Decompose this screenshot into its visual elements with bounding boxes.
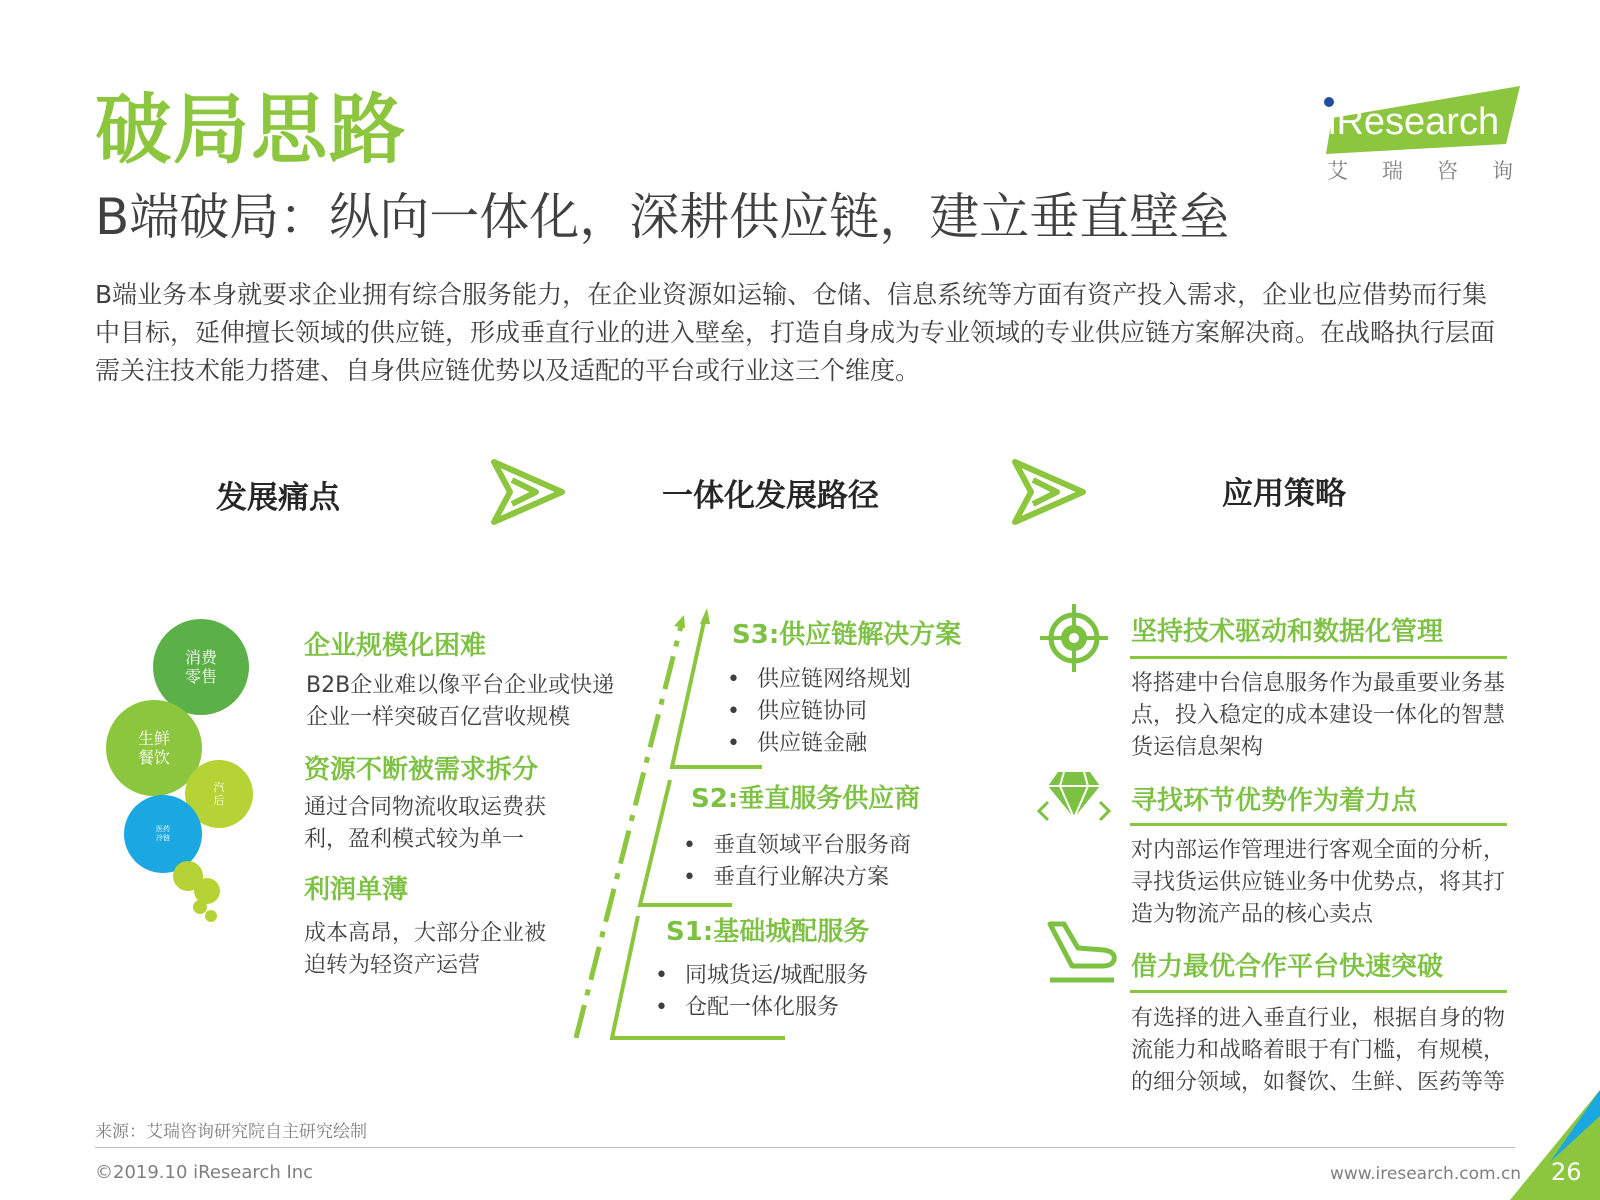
list-item: • 供应链金融: [727, 728, 911, 760]
divider: [1130, 656, 1507, 659]
list-item: • 供应链协同: [727, 696, 911, 728]
pain-point-title: 资源不断被需求拆分: [304, 755, 539, 785]
pain-point-body: 成本高昂，大部分企业被迫转为轻资产运营: [304, 921, 547, 978]
bubble-label: 消费零售: [184, 648, 217, 686]
bubble-label: 汽后: [213, 781, 225, 807]
strategy-title: 坚持技术驱动和数据化管理: [1131, 617, 1444, 647]
strategy-body: 将搭建中台信息服务作为最重要业务基点，投入稳定的成本建设一体化的智慧货运信息架构: [1131, 671, 1506, 760]
footer-divider: [95, 1147, 1515, 1148]
pain-point-body: B2B企业难以像平台企业或快递企业一样突破百亿营收规模: [306, 673, 615, 730]
list-item: • 垂直领域平台服务商: [683, 830, 911, 862]
divider: [1130, 990, 1507, 993]
s1-title: S1:基础城配服务: [666, 917, 870, 947]
strategy-title: 借力最优合作平台快速突破: [1131, 952, 1444, 982]
logo-chinese-name: 艾瑞咨询: [1327, 159, 1547, 183]
s3-items: [727, 664, 911, 760]
pain-point-body: 通过合同物流收取运费获利，盈利模式较为单一: [304, 795, 547, 852]
list-item: • 垂直行业解决方案: [683, 862, 911, 894]
page-subtitle: B端破局：纵向一体化，深耕供应链，建立垂直壁垒: [95, 188, 1230, 246]
page-title: 破局思路: [95, 85, 407, 174]
intro-paragraph: B端业务本身就要求企业拥有综合服务能力，在企业资源如运输、仓储、信息系统等方面有资产投入需求，企业也应借势而行集中目标，延伸擅长领域的供应链，形成垂直行业的进入壁垒，打造自身成为专业领域的专业供应链方案解决商。在战略执行层面需关注技术能力搭建、自身供应链优势以及适配的平台或行业这三个维度。: [95, 280, 1496, 385]
decorative-bubble: [205, 910, 217, 922]
website-url: www.iresearch.com.cn: [1330, 1164, 1522, 1184]
list-item: • 同城货运/城配服务: [655, 960, 868, 992]
column-header-integration-path: 一体化发展路径: [662, 478, 879, 514]
dashed-arrowhead: [674, 615, 685, 628]
s1-items: [655, 960, 868, 1024]
bubble-label: 生鲜餐饮: [137, 729, 170, 767]
source-note: 来源：艾瑞咨询研究院自主研究绘制: [95, 1122, 367, 1142]
strategy-body: 有选择的进入垂直行业，根据自身的物流能力和战略着眼于有门槛，有规模，的细分领域，如餐饮、生鲜、医药等等: [1131, 1006, 1506, 1095]
pain-point-title: 企业规模化困难: [304, 631, 487, 661]
s3-arrowhead: [700, 608, 710, 624]
copyright: ©2019.10 iResearch Inc: [95, 1162, 314, 1183]
strategy-body: 对内部运作管理进行客观全面的分析，寻找货运供应链业务中优势点，将其打造为物流产品的核心卖点: [1131, 838, 1506, 927]
chevron-right-icon: [1009, 456, 1089, 528]
strategy-title: 寻找环节优势作为着力点: [1131, 786, 1418, 816]
bubble-label: 医药冷链: [156, 825, 170, 842]
list-item: • 供应链网络规划: [727, 664, 911, 696]
s2-title: S2:垂直服务供应商: [691, 784, 921, 814]
divider: [1130, 823, 1507, 826]
pain-point-title: 利润单薄: [304, 875, 409, 905]
page-number: 26: [1551, 1158, 1582, 1186]
list-item: • 仓配一体化服务: [655, 992, 868, 1024]
s3-title: S3:供应链解决方案: [732, 620, 962, 650]
bubble-consumer-retail: [153, 619, 249, 715]
airplane-icon: [1044, 918, 1118, 988]
diamond-icon: [1036, 768, 1112, 830]
column-header-pain-points: 发展痛点: [216, 480, 340, 516]
s2-items: [683, 830, 911, 894]
target-icon: [1038, 602, 1110, 674]
chevron-right-icon: [488, 456, 568, 528]
svg-text:iResearch: iResearch: [1328, 101, 1500, 143]
column-header-strategies: 应用策略: [1222, 476, 1346, 512]
